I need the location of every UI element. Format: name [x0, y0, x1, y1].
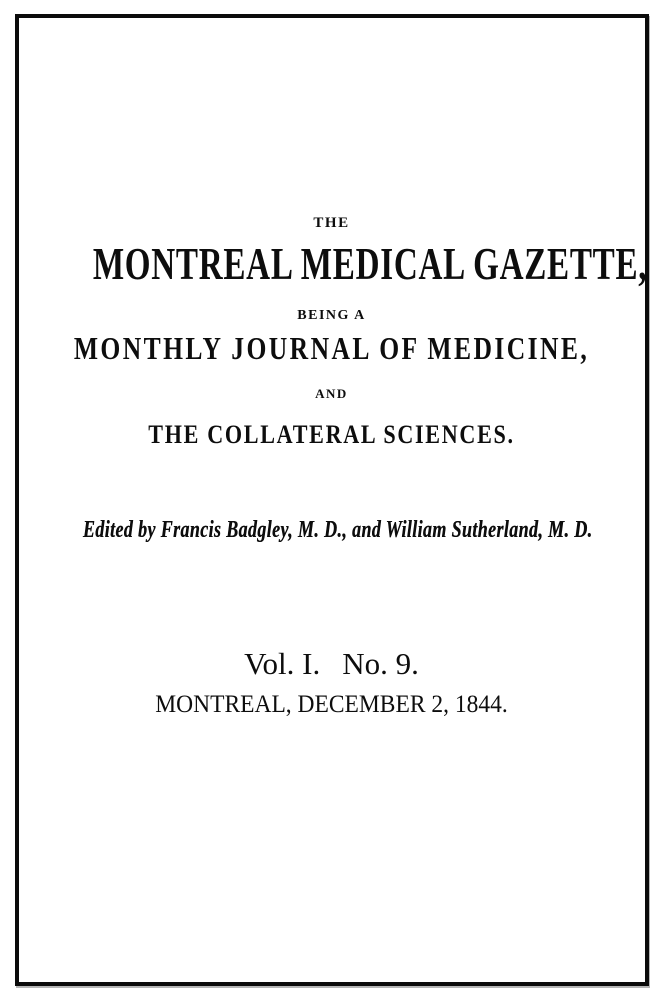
volume-number-line — [0, 648, 663, 679]
masthead-kicker-the: THE — [313, 215, 350, 231]
masthead-subtitle: MONTHLY JOURNAL OF MEDICINE, — [73, 330, 590, 366]
imprint-date-line: MONTREAL, DECEMBER 2, 1844. — [155, 691, 508, 718]
masthead-kicker-being-a: BEING A — [297, 308, 366, 323]
masthead-subtitle-2: THE COLLATERAL SCIENCES. — [148, 420, 515, 449]
masthead-title: MONTREAL MEDICAL GAZETTE, — [92, 238, 648, 289]
masthead-kicker-and: AND — [315, 386, 348, 401]
issue-number-label: No. 9. — [342, 646, 419, 681]
volume-label: Vol. I. — [244, 646, 321, 681]
page-border-frame — [15, 14, 649, 986]
editors-credit-line: Edited by Francis Badgley, M. D., and William Sutherland, M. D. — [82, 517, 593, 543]
